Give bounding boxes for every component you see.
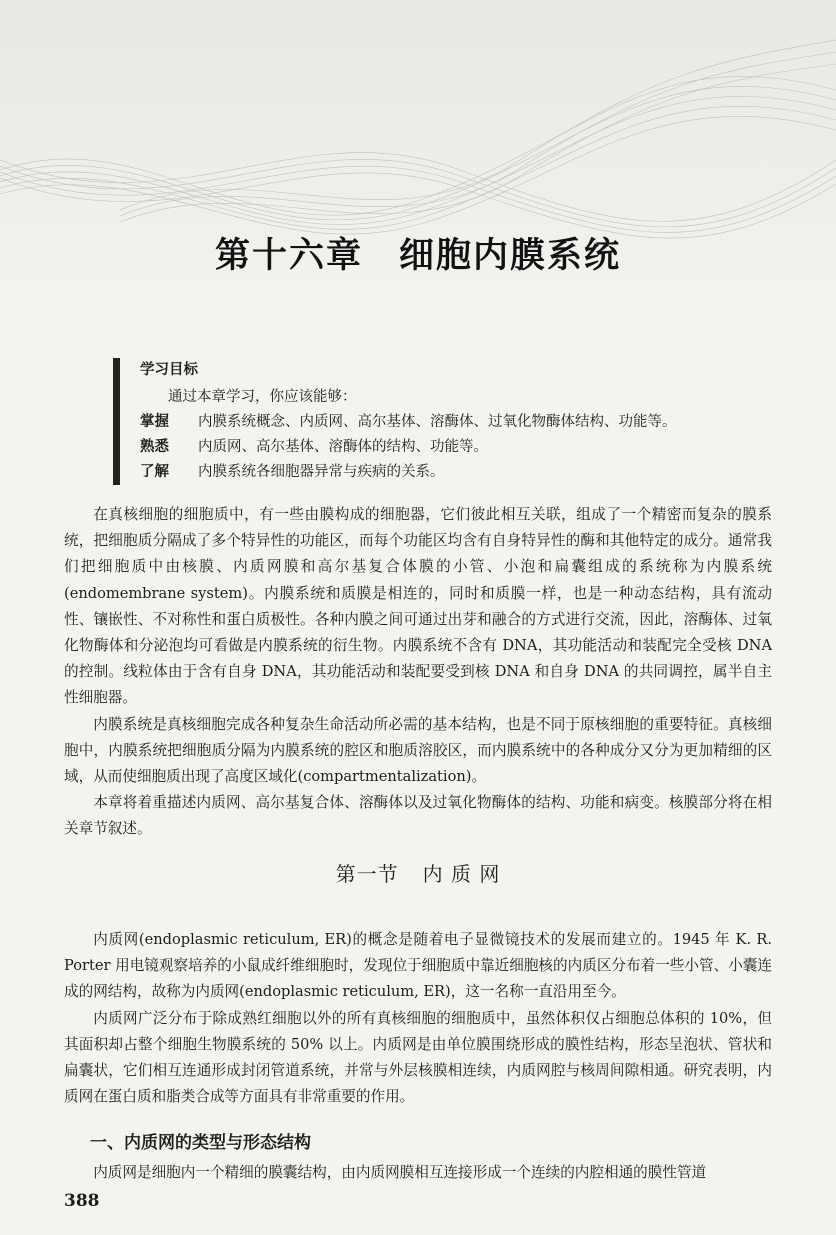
objective-text: 内膜系统概念、内质网、高尔基体、溶酶体、过氧化物酶体结构、功能等。 bbox=[198, 414, 677, 430]
objective-item bbox=[140, 460, 780, 485]
section-name: 内 质 网 bbox=[422, 862, 501, 886]
chapter-intro-text bbox=[64, 502, 772, 843]
body-paragraph: 内质网(endoplasmic reticulum, ER)的概念是随着电子显微镜技术的发展而建立的。1945 年 K. R. Porter 用电镜观察培养的小鼠成纤维细胞时，发现位于细胞质中靠近细胞核的内质区分布着一些小管、小囊连成的网结构，故称为内质网(endoplasmic reticulum, ER)，这一名称一直沿用至今。 bbox=[64, 931, 772, 1001]
body-paragraph: 本章将着重描述内质网、高尔基复合体、溶酶体以及过氧化物酶体的结构、功能和病变。核膜部分将在相关章节叙述。 bbox=[64, 794, 772, 838]
body-paragraph: 在真核细胞的细胞质中，有一些由膜构成的细胞器，它们彼此相互关联，组成了一个精密而复杂的膜系统，把细胞质分隔成了多个特异性的功能区，而每个功能区均含有自身特异性的酶和其他特定的成分。通常我们把细胞质中由核膜、内质网膜和高尔基复合体膜的小管、小泡和扁囊组成的系统称为内膜系统(endomembrane system)。内膜系统和质膜是相连的，同时和质膜一样，也是一种动态结构，具有流动性、镶嵌性、不对称性和蛋白质极性。各种内膜之间可通过出芽和融合的方式进行交流，因此，溶酶体、过氧化物酶体和分泌泡均可看做是内膜系统的衍生物。内膜系统不含有 DNA，其功能活动和装配完全受核 DNA 的控制。线粒体由于含有自身 DNA，其功能活动和装配要受到核 DNA 和自身 DNA 的共同调控，属半自主性细胞器。 bbox=[64, 506, 772, 707]
objectives-intro: 通过本章学习，你应该能够： bbox=[168, 389, 357, 405]
chapter-name: 细胞内膜系统 bbox=[399, 235, 622, 276]
subsection-heading: 一、内质网的类型与形态结构 bbox=[90, 1133, 311, 1153]
section-title bbox=[0, 858, 836, 887]
objective-level: 熟悉 bbox=[140, 439, 169, 455]
wave-ribbon-graphic bbox=[0, 0, 836, 330]
objective-text: 内质网、高尔基体、溶酶体的结构、功能等。 bbox=[198, 439, 488, 455]
objective-level: 了解 bbox=[140, 464, 169, 480]
learning-objectives-box bbox=[113, 358, 780, 485]
body-paragraph: 内膜系统是真核细胞完成各种复杂生命活动所必需的基本结构，也是不同于原核细胞的重要特征。真核细胞中，内膜系统把细胞质分隔为内膜系统的腔区和胞质溶胶区，而内膜系统中的各种成分又分为更加精细的区域，从而使细胞质出现了高度区域化(compartmentalization)。 bbox=[64, 715, 772, 786]
objective-item bbox=[140, 435, 780, 460]
section-number: 第一节 bbox=[335, 862, 399, 886]
chapter-title bbox=[0, 228, 836, 278]
objective-level: 掌握 bbox=[140, 414, 169, 430]
chapter-number: 第十六章 bbox=[214, 235, 363, 276]
header-decoration bbox=[0, 0, 836, 330]
subsection-text bbox=[64, 1160, 772, 1186]
body-paragraph: 内质网广泛分布于除成熟红细胞以外的所有真核细胞的细胞质中，虽然体积仅占细胞总体积的 10%，但其面积却占整个细胞生物膜系统的 50% 以上。内质网是由单位膜围绕形成的膜性结构，形态呈泡状、管状和扁囊状，它们相互连通形成封闭管道系统，并常与外层核膜相连续，内质网腔与核周间隙相通。研究表明，内质网在蛋白质和脂类合成等方面具有非常重要的作用。 bbox=[64, 1009, 772, 1106]
body-paragraph: 内质网是细胞内一个精细的膜囊结构，由内质网膜相互连接形成一个连续的内腔相通的膜性管道 bbox=[93, 1164, 707, 1181]
page-number: 388 bbox=[64, 1191, 100, 1211]
objective-text: 内膜系统各细胞器异常与疾病的关系。 bbox=[198, 464, 445, 480]
section-text bbox=[64, 927, 772, 1110]
objective-item bbox=[140, 410, 780, 435]
objectives-heading: 学习目标 bbox=[140, 362, 198, 378]
